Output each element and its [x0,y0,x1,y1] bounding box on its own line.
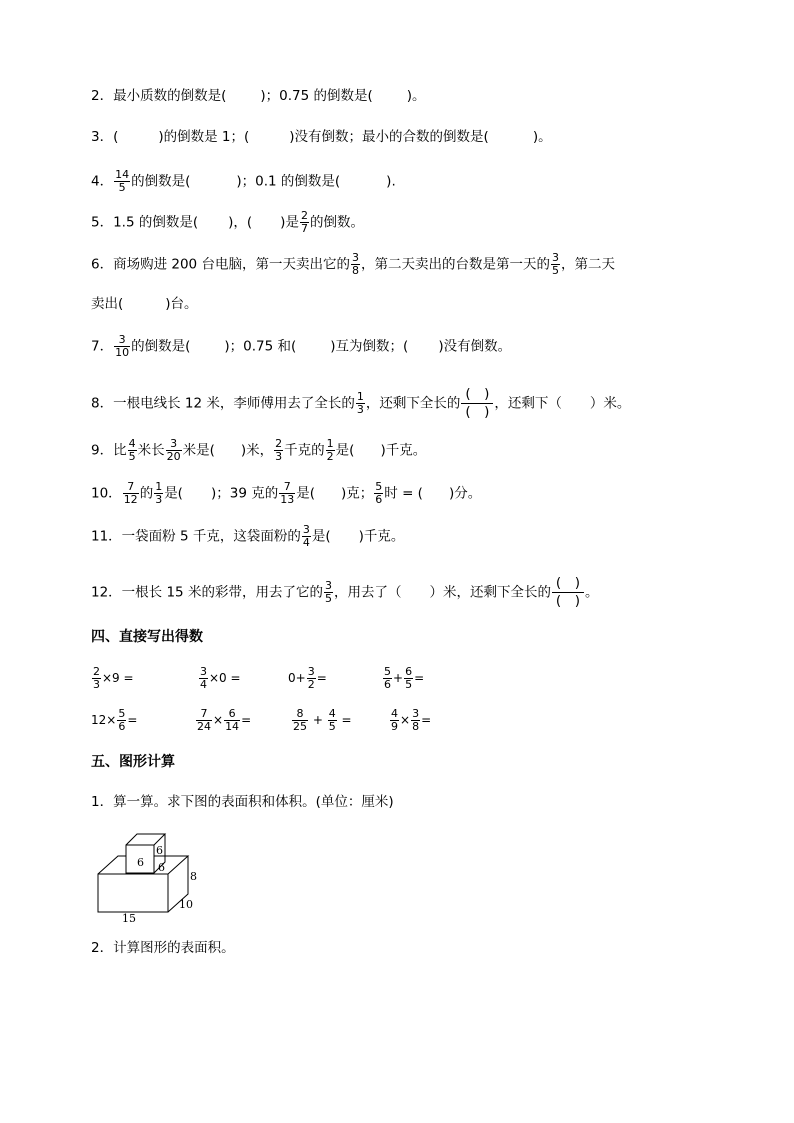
question-10: 10． $\frac{7}{12}$ 的 $\frac{1}{3}$ 是( )；39 克的 $\frac{7}{13}$ 是( )克； $\frac{5}{6}$ 时 = ( )分。 [91,480,482,506]
fraction: $\frac{4}{5}$ [128,437,136,463]
blank-fraction: ( ) ( ) [461,386,493,421]
question-11: 11．一袋面粉 5 千克，这袋面粉的 $\frac{3}{4}$ 是( )千克。 [91,523,405,549]
calc-item-5: 12× $\frac{5}{6}$ = [91,707,138,733]
cuboid-front-face [98,874,168,912]
calc-item-6: $\frac{7}{24}$ × $\frac{6}{14}$ = [197,707,252,733]
cuboid-figure [90,828,210,924]
question-7: 7． $\frac{3}{10}$ 的倒数是( )；0.75 和( )互为倒数；( )没有倒数。 [91,333,512,359]
question-8: 8．一根电线长 12 米，李师傅用去了全长的 $\frac{1}{3}$ ，还剩下全长的 ( ) ( ) ，还剩下（ ）米。 [91,386,631,420]
fraction: $\frac{3}{5}$ [324,579,332,605]
calc-item-1: $\frac{2}{3}$ ×9 = [93,665,134,691]
question-3: 3．( )的倒数是 1；( )没有倒数；最小的合数的倒数是( )。 [91,129,552,145]
fraction: $\frac{7}{12}$ [123,480,138,506]
question-6-continued: 卖出( )台。 [91,296,198,312]
question-4: 4． $\frac{14}{5}$ 的倒数是( )；0.1 的倒数是( ). [91,168,396,194]
section-4-heading: 四、直接写出得数 [91,629,203,645]
fraction: $\frac{2}{7}$ [300,209,308,235]
calc-item-3: 0+ $\frac{3}{2}$ = [288,665,327,691]
fraction: $\frac{7}{13}$ [280,480,295,506]
cube-side-label: 6 [156,844,163,857]
question-12: 12．一根长 15 米的彩带，用去了它的 $\frac{3}{5}$ ，用去了（ ）米，还剩下全长的 ( ) ( ) 。 [91,575,599,609]
fraction: $\frac{14}{5}$ [115,168,130,194]
problem-1: 1．算一算。求下图的表面积和体积。(单位：厘米) [91,794,394,810]
problem-2: 2．计算图形的表面积。 [91,940,235,956]
question-5: 5．1.5 的倒数是( )，( )是 $\frac{2}{7}$ 的倒数。 [91,209,364,235]
question-9: 9．比 $\frac{4}{5}$ 米长 $\frac{3}{20}$ 米是( )米， $\frac{2}{3}$ 千克的 $\frac{1}{2}$ 是( )千克。 [91,437,427,463]
calc-item-4: $\frac{5}{6}$ + $\frac{6}{5}$ = [384,665,425,691]
fraction: $\frac{1}{3}$ [155,480,163,506]
question-2: 2．最小质数的倒数是( )；0.75 的倒数是( )。 [91,88,426,104]
fraction: $\frac{5}{6}$ [375,480,383,506]
fraction: $\frac{1}{2}$ [326,437,334,463]
question-6: 6．商场购进 200 台电脑，第一天卖出它的 $\frac{3}{8}$ ，第二天卖出的台数是第一天的 $\frac{3}{5}$ ，第二天 [91,251,615,277]
fraction: $\frac{2}{3}$ [275,437,283,463]
calc-item-2: $\frac{3}{4}$ ×0 = [200,665,241,691]
calc-item-7: $\frac{8}{25}$ + $\frac{4}{5}$ = [293,707,352,733]
cube-depth-label: 6 [158,861,165,874]
cuboid-length-label: 15 [122,912,136,924]
fraction: $\frac{3}{20}$ [166,437,181,463]
fraction: $\frac{3}{4}$ [302,523,310,549]
fraction: $\frac{3}{10}$ [115,333,130,359]
blank-fraction: ( ) ( ) [552,575,584,610]
fraction: $\frac{3}{5}$ [551,251,559,277]
section-5-heading: 五、图形计算 [91,754,175,770]
cube-front-label: 6 [137,856,144,869]
cuboid-depth-label: 10 [179,898,193,911]
cuboid-height-label: 8 [190,870,197,883]
fraction: $\frac{3}{8}$ [351,251,359,277]
fraction: $\frac{1}{3}$ [356,390,364,416]
calc-item-8: $\frac{4}{9}$ × $\frac{3}{8}$ = [391,707,432,733]
